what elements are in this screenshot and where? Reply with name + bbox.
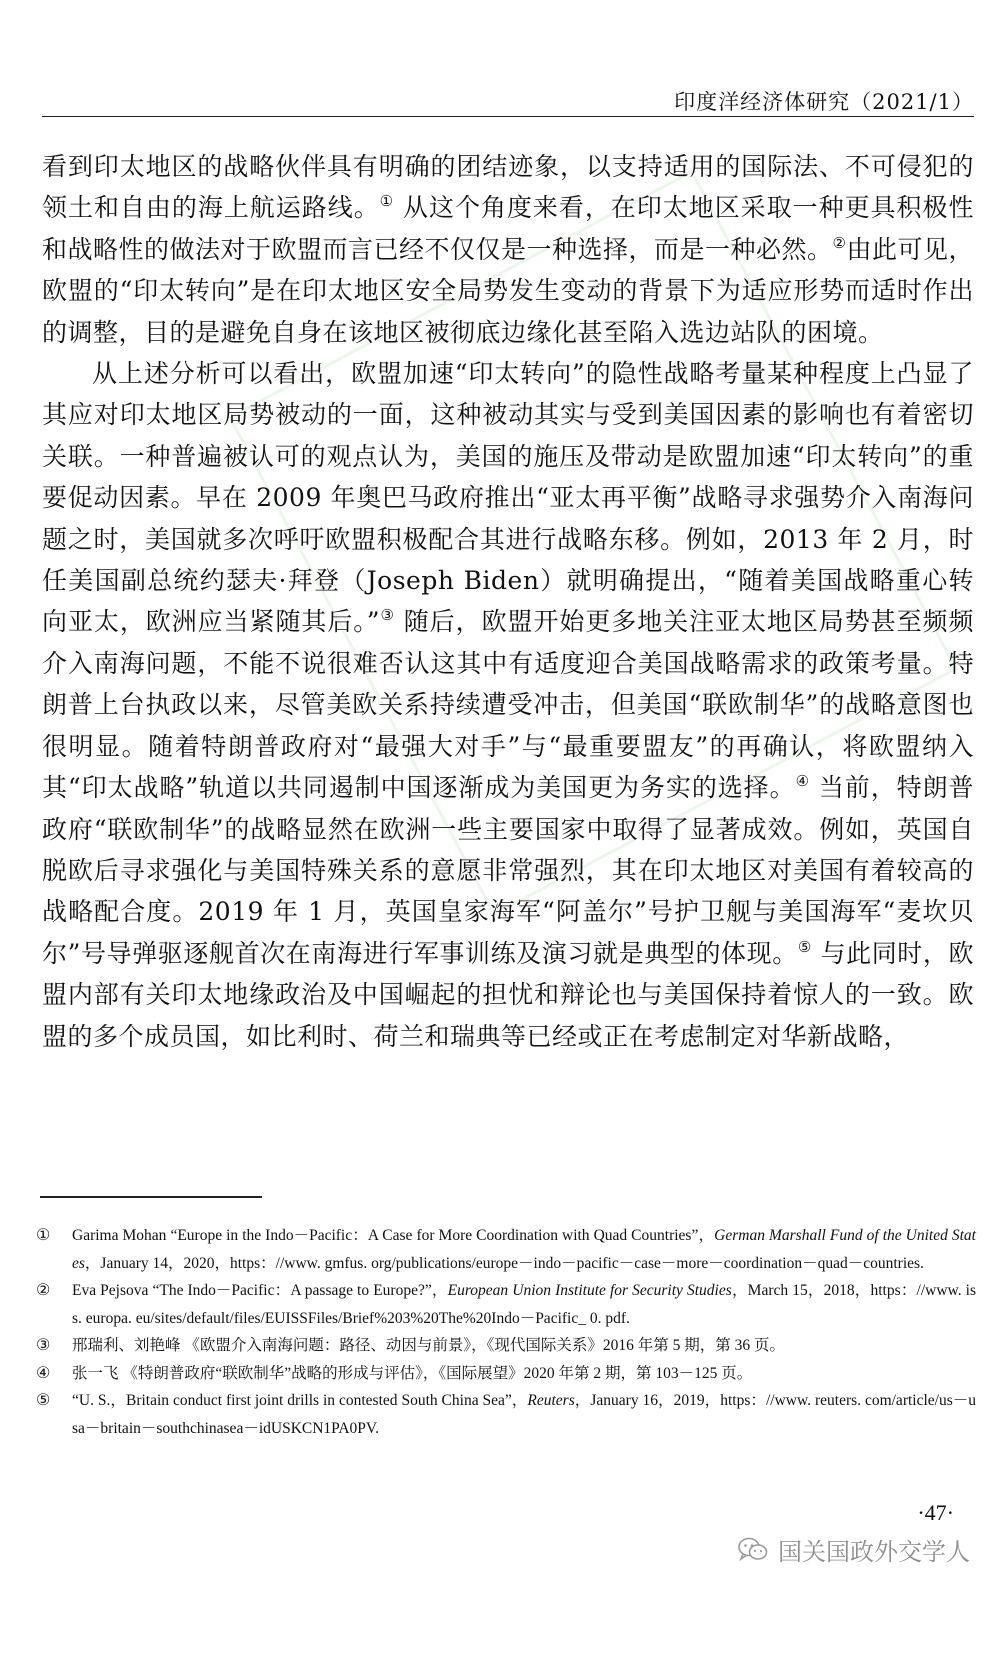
footnote-text-part: “U. S.，Britain conduct first joint drills in contested South China Sea”，: [72, 1392, 528, 1409]
footnote-2: [36, 1277, 976, 1332]
footnote-text: [72, 1387, 976, 1442]
watermark-label: 国关国政外交学人: [778, 1538, 970, 1566]
footnote-link[interactable]: ，January 14，2020，https：//www. gmfus. org/publications/europe－indo－pacific－case－more－coordination－quad－countries.: [84, 1254, 924, 1272]
footnote-text: [72, 1277, 976, 1332]
footnote-3: [36, 1332, 976, 1360]
wechat-icon: [738, 1537, 768, 1563]
main-body: [42, 146, 974, 1057]
p1-sentence-3: 由此可见，欧盟的“印太转向”是在印太地区安全局势发生变动的背景下为适应形势而适时作出的调整，目的是避免自身在该地区被彻底边缘化甚至陷入选边站队的困境。: [42, 234, 974, 347]
footnote-number: ①: [36, 1227, 51, 1244]
footnote-text-part: Eva Pejsova “The Indo－Pacific：A passage to Europe?”，: [72, 1282, 448, 1299]
watermark-footer: [738, 1532, 970, 1567]
footnote-text: [72, 1222, 976, 1277]
footnote-number: ⑤: [36, 1392, 51, 1409]
p2-sentence-4: 与此同时，欧盟内部有关印太地缘政治及中国崛起的担忧和辩论也与美国保持着惊人的一致。欧盟的多个成员国，如比利时、荷兰和瑞典等已经或正在考虑制定对华新战略，: [42, 938, 975, 1051]
p1-sentence-2: 从这个角度来看，在印太地区采取一种更具积极性和战略性的做法对于欧盟而言已经不仅仅是一种选择，而是一种必然。: [42, 193, 974, 264]
footnote-number: ③: [36, 1337, 51, 1354]
page-number: ·47·: [917, 1500, 954, 1525]
footnote-number: ④: [36, 1364, 51, 1382]
p2-sentence-3: 当前，特朗普政府“联欧制华”的战略显然在欧洲一些主要国家中取得了显著成效。例如，英国自脱欧后寻求强化与美国特殊关系的意愿非常强烈，其在印太地区对美国有着较高的战略配合度。2019 年 1 月，英国皇家海军“阿盖尔”号护卫舰与美国海军“麦坎贝尔”号导弹驱逐舰首次在南海进行军事训练及演习就是典型的体现。: [42, 773, 974, 968]
footnote-ref-4[interactable]: ④: [795, 772, 810, 791]
footnote-source-title: Reuters: [527, 1392, 575, 1409]
footnote-1: [36, 1222, 976, 1277]
footnote-ref-5[interactable]: ⑤: [797, 937, 812, 956]
footnotes: [36, 1222, 976, 1442]
running-header: 印度洋经济体研究（2021/1）: [674, 90, 974, 114]
footnote-link[interactable]: ，March 15，2018，https：//www. iss. europa. eu/sites/default/files/EUISSFiles/Brief%203%20The%20Indo－Pacific_ 0. pdf.: [72, 1282, 977, 1327]
footnote-number: ②: [36, 1282, 51, 1299]
footnote-ref-3[interactable]: ③: [380, 606, 395, 625]
footnote-ref-1[interactable]: ①: [379, 192, 395, 211]
footnote-4: [36, 1360, 976, 1388]
p1-sentence-1: 看到印太地区的战略伙伴具有明确的团结迹象，以支持适用的国际法、不可侵犯的领土和自由的海上航运路线。: [42, 152, 974, 223]
header-rule: [42, 116, 974, 117]
p2-sentence-1: 从上述分析可以看出，欧盟加速“印太转向”的隐性战略考量某种程度上凸显了其应对印太地区局势被动的一面，这种被动其实与受到美国因素的影响也有着密切关联。一种普遍被认可的观点认为，美国的施压及带动是欧盟加速“印太转向”的重要促动因素。早在 2009 年奥巴马政府推出“亚太再平衡”战略寻求强势介入南海问题之时，美国就多次呼吁欧盟积极配合其进行战略东移。例如，2013 年 2 月，时任美国副总统约瑟夫·拜登（Joseph Biden）就明确提出，“随着美国战略重心转向亚太，欧洲应当紧随其后。”: [42, 359, 974, 637]
footnote-text: 邢瑞利、刘艳峰 《欧盟介入南海问题：路径、动因与前景》，《现代国际关系》2016 年第 5 期，第 36 页。: [72, 1337, 786, 1354]
footnote-ref-2[interactable]: ②: [832, 233, 847, 252]
paragraph-1: [42, 146, 974, 353]
footnote-text: 张一飞 《特朗普政府“联欧制华”战略的形成与评估》，《国际展望》2020 年第 2 期，第 103－125 页。: [72, 1364, 753, 1382]
p2-sentence-2: 随后，欧盟开始更多地关注亚太地区局势甚至频频介入南海问题，不能不说很难否认这其中有适度迎合美国战略需求的政策考量。特朗普上台执政以来，尽管美欧关系持续遭受冲击，但美国“联欧制华”的战略意图也很明显。随着特朗普政府对“最强大对手”与“最重要盟友”的再确认，将欧盟纳入其“印太战略”轨道以共同遏制中国逐渐成为美国更为务实的选择。: [42, 607, 974, 803]
footnote-5: [36, 1387, 976, 1442]
footnote-text-part: Garima Mohan “Europe in the Indo－Pacific：A Case for More Coordination with Quad Countries”，: [72, 1227, 715, 1244]
footnote-source-title: German Marshall Fund of the United States: [72, 1227, 976, 1272]
paragraph-2: [42, 353, 974, 1057]
footnote-rule: [40, 1196, 262, 1198]
footnote-link[interactable]: ，January 16，2019，https：//www. reuters. com/article/us－usa－britain－southchinasea－idUSKCN1PA0PV.: [72, 1392, 976, 1437]
footnote-source-title: European Union Institute for Security Studies: [447, 1282, 732, 1299]
